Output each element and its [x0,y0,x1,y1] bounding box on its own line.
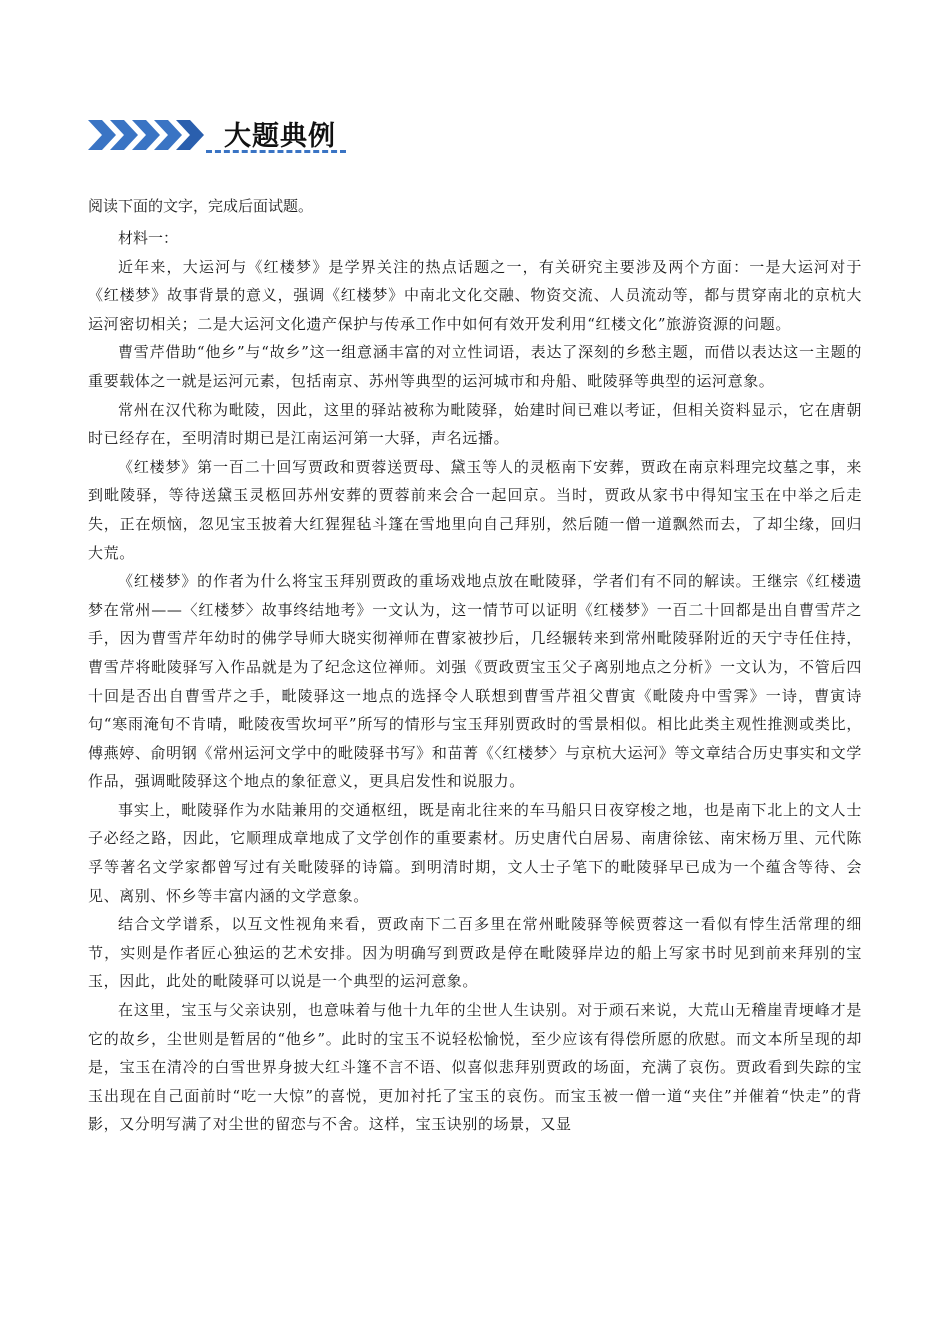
section-header [88,112,348,158]
paragraph: 《红楼梦》的作者为什么将宝玉拜别贾政的重场戏地点放在毗陵驿，学者们有不同的解读。王继宗《红楼遗梦在常州——〈红楼梦〉故事终结地考》一文认为，这一情节可以证明《红楼梦》一百二十回都是出自曹雪芹之手，因为曹雪芹年幼时的佛学导师大晓实彻禅师在曹家被抄后，几经辗转来到常州毗陵驿附近的天宁寺任住持，曹雪芹将毗陵驿写入作品就是为了纪念这位禅师。刘强《贾政贾宝玉父子离别地点之分析》一文认为，不管后四十回是否出自曹雪芹之手，毗陵驿这一地点的选择令人联想到曹雪芹祖父曹寅《毗陵舟中雪霁》一诗，曹寅诗句“寒雨淹旬不肯晴，毗陵夜雪坎坷平”所写的情形与宝玉拜别贾政时的雪景相似。相比此类主观性推测或类比，傅燕婷、俞明钢《常州运河文学中的毗陵驿书写》和苗菁《〈红楼梦〉与京杭大运河》等文章结合历史事实和文学作品，强调毗陵驿这个地点的象征意义，更具启发性和说服力。 [88,572,862,791]
paragraph: 在这里，宝玉与父亲诀别，也意味着与他十九年的尘世人生诀别。对于顽石来说，大荒山无稽崖青埂峰才是它的故乡，尘世则是暂居的“他乡”。此时的宝玉不说轻松愉悦，至少应该有得偿所愿的欣慰。而文本所呈现的却是，宝玉在清冷的白雪世界身披大红斗篷不言不语、似喜似悲拜别贾政的场面，充满了哀伤。贾政看到失踪的宝玉出现在自己面前时“吃一大惊”的喜悦，更加衬托了宝玉的哀伤。而宝玉被一僧一道“夹住”并催着“快走”的背影，又分明写满了对尘世的留恋与不舍。这样，宝玉诀别的场景，又显 [88,1001,862,1134]
paragraph: 常州在汉代称为毗陵，因此，这里的驿站被称为毗陵驿，始建时间已难以考证，但相关资料显示，它在唐朝时已经存在，至明清时期已是江南运河第一大驿，声名远播。 [88,400,862,448]
chevron-arrows-icon [88,120,208,150]
material-label: 材料一： [118,229,179,247]
section-title: 大题典例 [224,121,336,152]
paragraph: 近年来，大运河与《红楼梦》是学界关注的热点话题之一，有关研究主要涉及两个方面：一是大运河对于《红楼梦》故事背景的意义，强调《红楼梦》中南北文化交融、物资交流、人员流动等，都与贯穿南北的京杭大运河密切相关；二是大运河文化遗产保护与传承工作中如何有效开发利用“红楼文化”旅游资源的问题。 [88,257,862,333]
paragraph: 事实上，毗陵驿作为水陆兼用的交通枢纽，既是南北往来的车马船只日夜穿梭之地，也是南下北上的文人士子必经之路，因此，它顺理成章地成了文学创作的重要素材。历史唐代白居易、南唐徐铉、南宋杨万里、元代陈孚等著名文学家都曾写过有关毗陵驿的诗篇。到明清时期，文人士子笔下的毗陵驿早已成为一个蕴含等待、会见、离别、怀乡等丰富内涵的文学意象。 [88,800,862,905]
article-body [88,192,862,1139]
instruction-text: 阅读下面的文字，完成后面试题。 [88,197,314,215]
paragraph: 《红楼梦》第一百二十回写贾政和贾蓉送贾母、黛玉等人的灵柩南下安葬，贾政在南京料理完坟墓之事，来到毗陵驿，等待送黛玉灵柩回苏州安葬的贾蓉前来会合一起回京。当时，贾政从家书中得知宝玉在中举之后走失，正在烦恼，忽见宝玉披着大红猩猩毡斗篷在雪地里向自己拜别，然后随一僧一道飘然而去，了却尘缘，回归大荒。 [88,457,862,562]
paragraph: 结合文学谱系，以互文性视角来看，贾政南下二百多里在常州毗陵驿等候贾蓉这一看似有悖生活常理的细节，实则是作者匠心独运的艺术安排。因为明确写到贾政是停在毗陵驿岸边的船上写家书时见到前来拜别的宝玉，因此，此处的毗陵驿可以说是一个典型的运河意象。 [88,915,862,991]
paragraph: 曹雪芹借助“他乡”与“故乡”这一组意涵丰富的对立性词语，表达了深刻的乡愁主题，而借以表达这一主题的重要载体之一就是运河元素，包括南京、苏州等典型的运河城市和舟船、毗陵驿等典型的运河意象。 [88,343,862,390]
title-underline [206,150,346,153]
